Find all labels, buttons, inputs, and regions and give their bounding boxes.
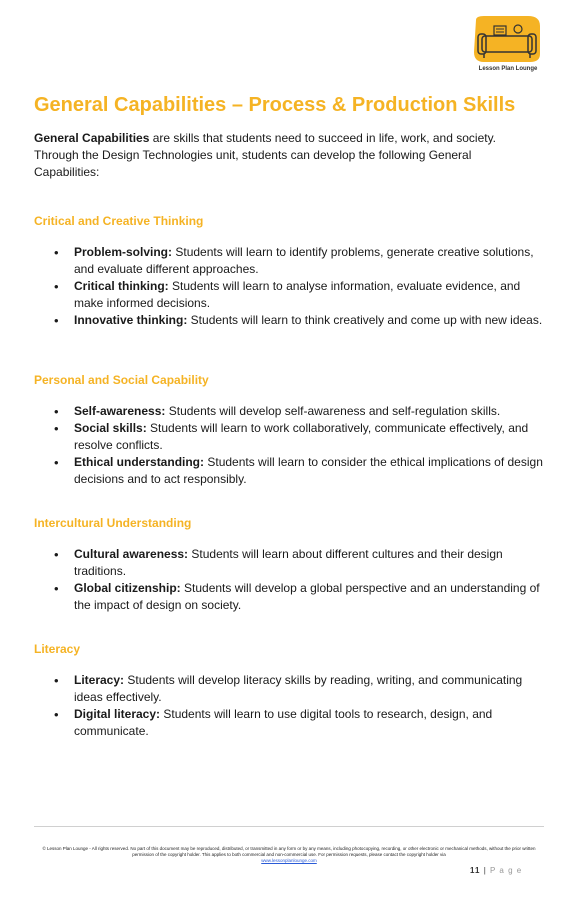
page-title: General Capabilities – Process & Production Skills	[34, 94, 516, 116]
item-term: Problem-solving:	[74, 245, 173, 259]
list-item	[74, 454, 544, 488]
item-term: Global citizenship:	[74, 581, 181, 595]
list-item	[74, 546, 544, 580]
item-term: Innovative thinking:	[74, 313, 188, 327]
item-term: Social skills:	[74, 421, 147, 435]
section-intercultural-understanding	[34, 516, 554, 614]
list-item	[74, 403, 544, 420]
item-term: Critical thinking:	[74, 279, 169, 293]
website-link[interactable]: www.lessonplanlounge.com	[261, 858, 317, 863]
item-text: Students will develop self-awareness and self-regulation skills.	[165, 404, 501, 418]
section-critical-creative-thinking	[34, 214, 554, 329]
section-heading: Personal and Social Capability	[34, 373, 209, 387]
item-text: Students will learn to use digital tools to research, design, and communicate.	[74, 707, 493, 738]
item-term: Digital literacy:	[74, 707, 161, 721]
item-text: Students will learn to identify problems, generate creative solutions, and evaluate different approaches.	[74, 245, 534, 276]
bullet-list	[34, 546, 554, 614]
list-item	[74, 672, 544, 706]
page-label: P a g e	[490, 866, 523, 875]
copyright-text: © Lesson Plan Lounge - All rights reserved. No part of this document may be reproduced, distributed, or transmitted in any form or by any means, including photocopying, recording, or other electronic or mechanical methods, without the prior written permission of the copyright holder. This applies to both commercial and non-commercial use. For permission requests, please contact the copyright holder via	[42, 846, 536, 857]
item-text: Students will learn about different cultures and their design traditions.	[74, 547, 503, 578]
item-text: Students will learn to think creatively and come up with new ideas.	[187, 313, 543, 327]
logo-text: Lesson Plan Lounge	[478, 66, 538, 72]
list-item	[74, 312, 544, 329]
item-term: Literacy:	[74, 673, 125, 687]
logo	[470, 16, 546, 76]
item-text: Students will develop a global perspective and an understanding of the impact of design on society.	[74, 581, 540, 612]
item-text: Students will learn to analyse information, evaluate evidence, and make informed decisions.	[74, 279, 521, 310]
page-number-value: 11	[470, 866, 481, 875]
item-text: Students will learn to consider the ethical implications of design decisions and to act responsibly.	[74, 455, 543, 486]
section-literacy	[34, 642, 554, 740]
item-term: Self-awareness:	[74, 404, 166, 418]
list-item	[74, 706, 544, 740]
item-term: Ethical understanding:	[74, 455, 205, 469]
bullet-list	[34, 244, 554, 329]
page-number: 11 | P a g e	[470, 866, 523, 875]
list-item	[74, 278, 544, 312]
footer-divider	[34, 826, 544, 827]
item-text: Students will learn to work collaboratively, communicate effectively, and resolve conflicts.	[74, 421, 529, 452]
footer-copyright	[34, 846, 544, 864]
intro-bold: General Capabilities	[34, 131, 150, 145]
list-item	[74, 420, 544, 454]
intro-paragraph	[34, 130, 534, 181]
sofa-logo-icon	[470, 16, 546, 66]
section-heading: Intercultural Understanding	[34, 516, 192, 530]
item-term: Cultural awareness:	[74, 547, 189, 561]
bullet-list	[34, 672, 554, 740]
list-item	[74, 580, 544, 614]
section-personal-social-capability	[34, 373, 554, 488]
intro-text: are skills that students need to succeed in life, work, and society. Through the Design Technologies unit, students can develop the following General Capabilities:	[34, 131, 497, 179]
section-heading: Literacy	[34, 642, 81, 656]
item-text: Students will develop literacy skills by reading, writing, and communicating ideas effectively.	[74, 673, 523, 704]
bullet-list	[34, 403, 554, 488]
list-item	[74, 244, 544, 278]
section-heading: Critical and Creative Thinking	[34, 214, 204, 228]
